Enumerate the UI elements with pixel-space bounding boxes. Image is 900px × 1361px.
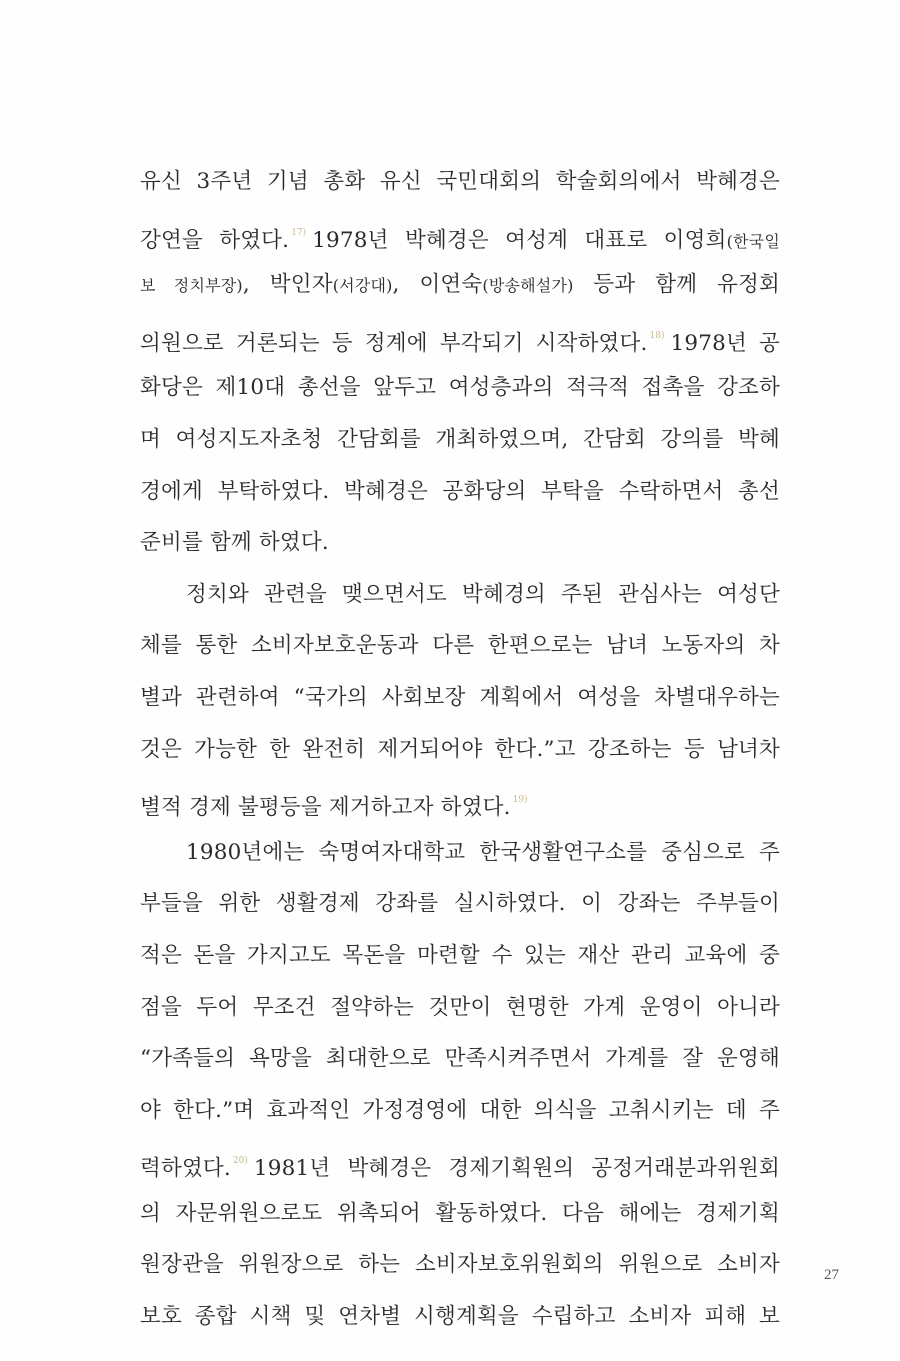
text-line-11: 별과 관련하여 “국가의 사회보장 계획에서 여성을 차별대우하는 — [140, 684, 780, 710]
text-line-19: 야 한다.”며 효과적인 가정경영에 대한 의식을 고취시키는 데 주 — [140, 1097, 780, 1123]
text-line-3: 보 정치부장), 박인자(서강대), 이연숙(방송해설가) 등과 함께 유정회 — [140, 272, 780, 298]
text-line-7: 경에게 부탁하였다. 박혜경은 공화당의 부탁을 수락하면서 총선 — [140, 478, 780, 504]
text-line-12: 것은 가능한 한 완전히 제거되어야 한다.”고 강조하는 등 남녀차 — [140, 736, 780, 762]
text-line-4: 의원으로 거론되는 등 정계에 부각되기 시작하였다. $^{18)}$ 1978년 공 — [140, 330, 780, 356]
text-line-23: 보호 종합 시책 및 연차별 시행계획을 수립하고 소비자 피해 보 — [140, 1304, 780, 1330]
text-line-16: 적은 돈을 가지고도 목돈을 마련할 수 있는 재산 관리 교육에 중 — [140, 942, 780, 968]
text-line-14: 1980년에는 숙명여자대학교 한국생활연구소를 중심으로 주 — [186, 839, 780, 865]
text-line-6: 며 여성지도자초청 간담회를 개최하였으며, 간담회 강의를 박혜 — [140, 426, 780, 452]
text-line-1: 유신 3주년 기념 총화 유신 국민대회의 학술회의에서 박혜경은 — [140, 169, 780, 194]
text-line-20: 력하였다. $^{20)}$ 1981년 박혜경은 경제기획원의 공정거래분과위원회 — [140, 1156, 780, 1182]
footnote-marker-18: 18) — [649, 330, 665, 341]
body-text — [140, 156, 780, 1343]
text-line-22: 원장관을 위원장으로 하는 소비자보호위원회의 위원으로 소비자 — [140, 1252, 780, 1278]
text-line-8: 준비를 함께 하였다. — [140, 530, 329, 556]
footnote-marker-17: 17) — [291, 227, 307, 238]
footnote-marker-20: 20) — [232, 1156, 248, 1167]
footnote-marker-19: 19) — [512, 795, 528, 806]
text-line-10: 체를 통한 소비자보호운동과 다른 한편으로는 남녀 노동자의 차 — [140, 633, 780, 659]
text-line-5: 화당은 제10대 총선을 앞두고 여성층과의 적극적 접촉을 강조하 — [140, 375, 780, 401]
text-line-17: 점을 두어 무조건 절약하는 것만이 현명한 가계 운영이 아니라 — [140, 994, 780, 1020]
text-line-2: 강연을 하였다. $^{17)}$ 1978년 박혜경은 여성계 대표로 이영희(한국일 — [140, 227, 780, 253]
page-number: 27 — [824, 1267, 839, 1283]
text-line-21: 의 자문위원으로도 위촉되어 활동하였다. 다음 해에는 경제기획 — [140, 1200, 780, 1226]
text-line-9: 정치와 관련을 맺으면서도 박혜경의 주된 관심사는 여성단 — [186, 581, 780, 607]
text-line-18: “가족들의 욕망을 최대한으로 만족시켜주면서 가계를 잘 운영해 — [140, 1046, 780, 1072]
text-line-13: 별적 경제 불평등을 제거하고자 하였다. $^{19)}$ — [140, 795, 528, 821]
text-line-15: 부들을 위한 생활경제 강좌를 실시하였다. 이 강좌는 주부들이 — [140, 891, 780, 917]
